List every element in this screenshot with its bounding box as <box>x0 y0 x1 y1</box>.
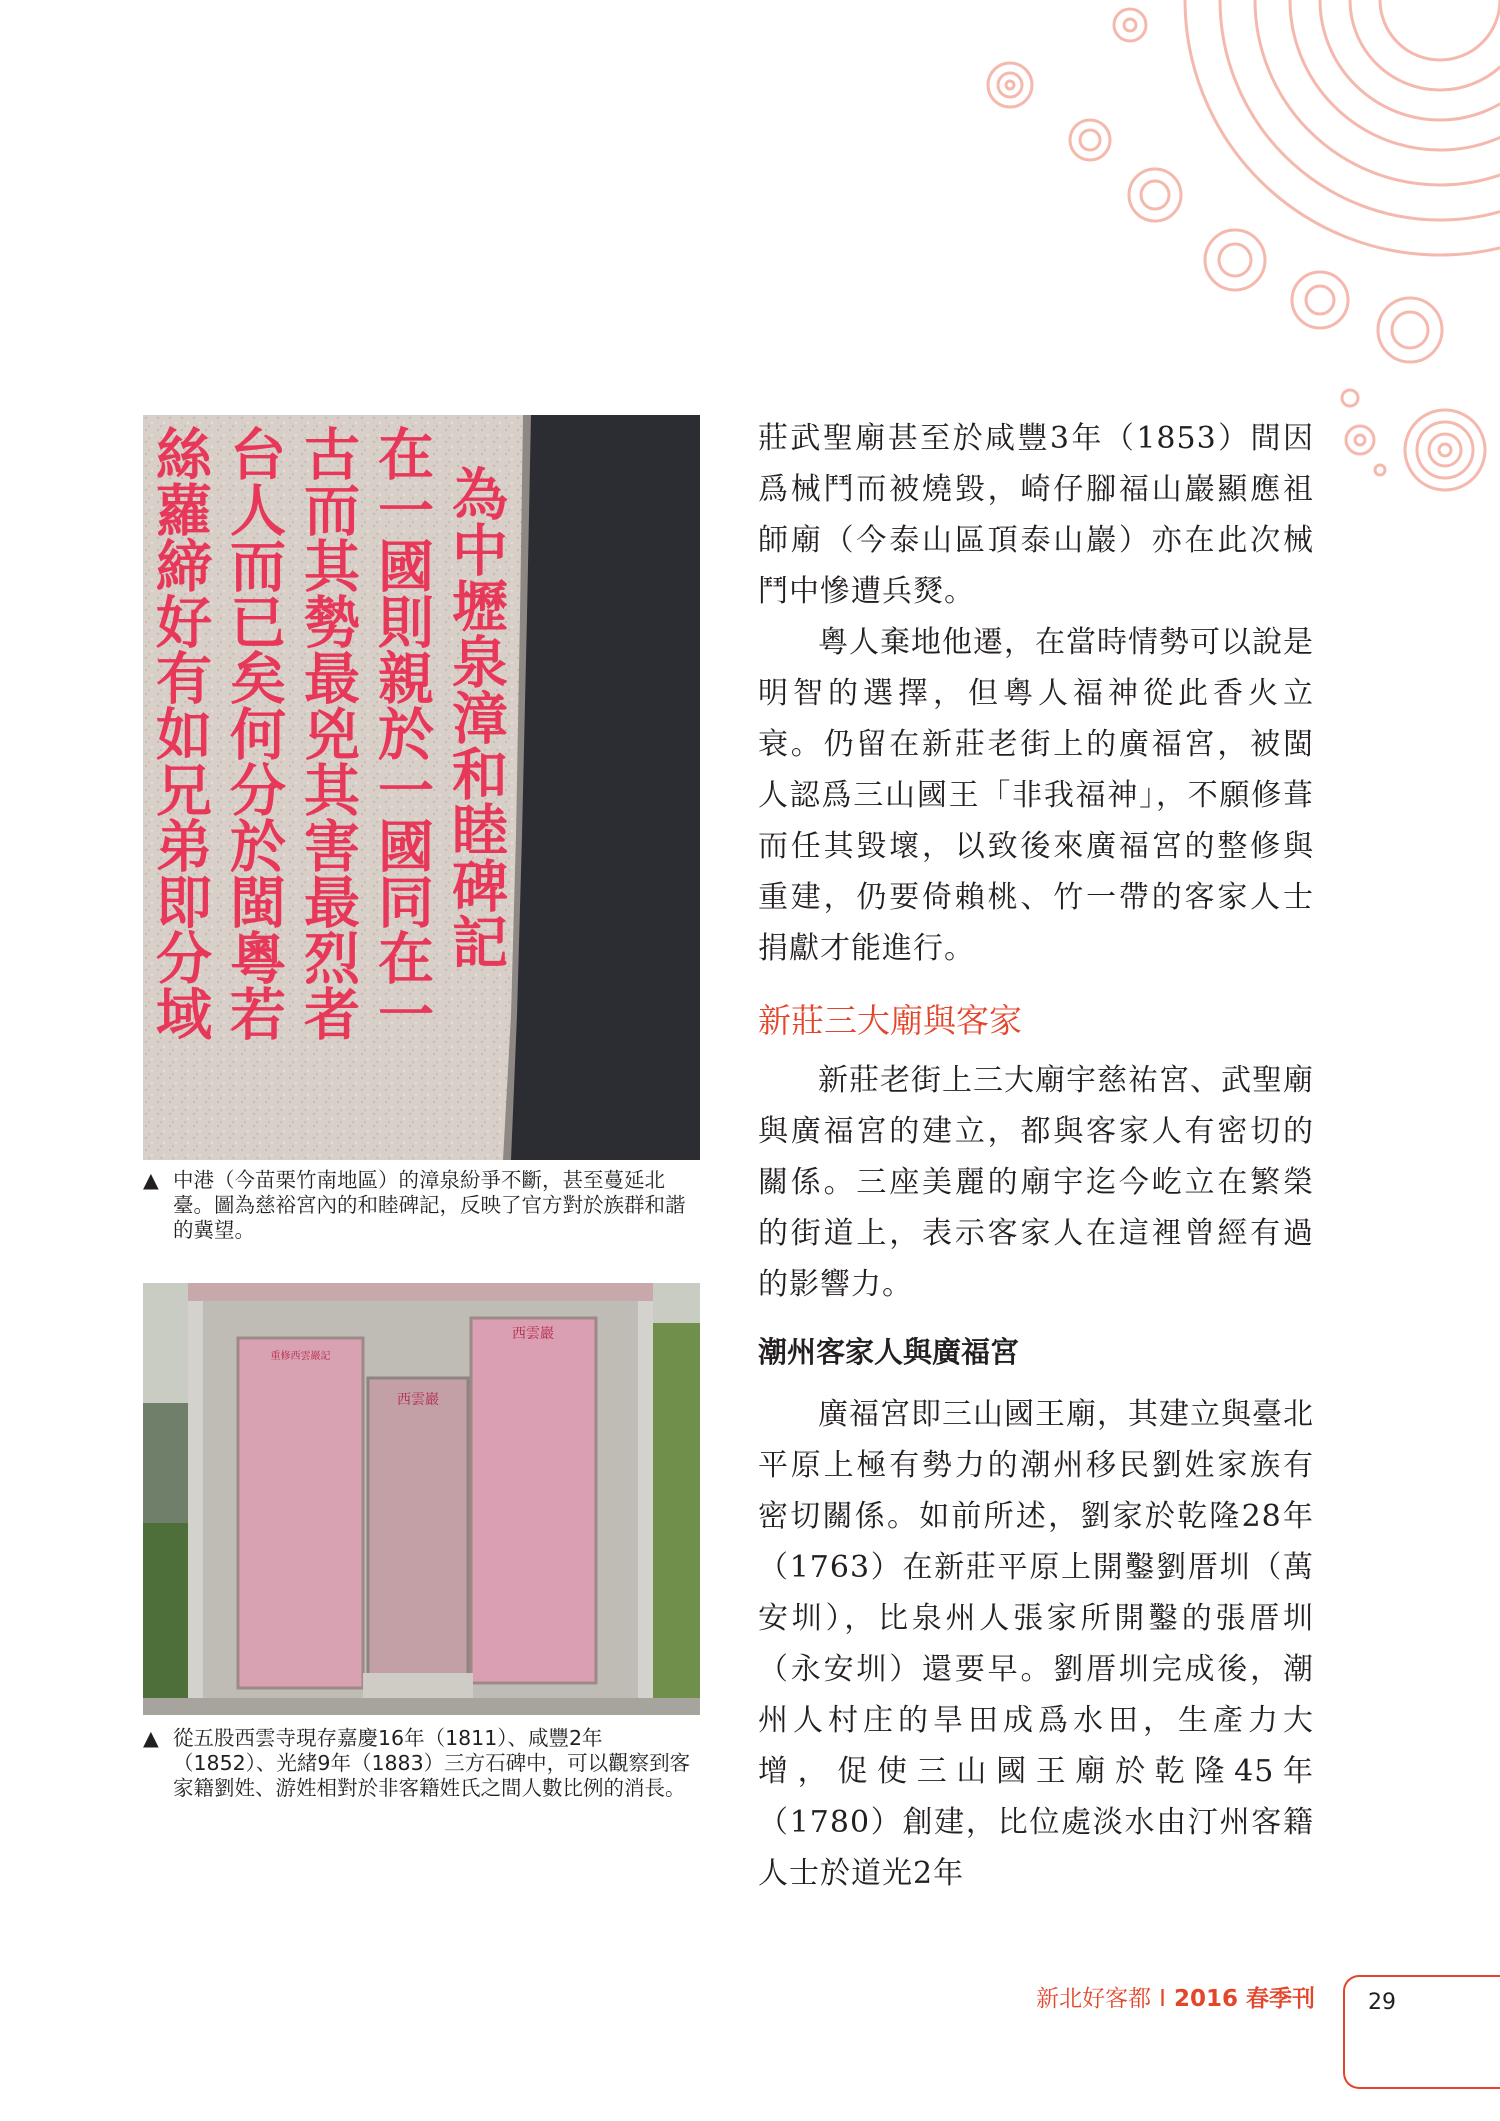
caption-marker-icon: ▲ <box>143 1168 159 1192</box>
section-heading-three-temples: 新莊三大廟與客家 <box>758 1001 1022 1040</box>
caption-marker-icon: ▲ <box>143 1726 159 1750</box>
left-stele-title: 重修西雲巖記 <box>270 1351 331 1362</box>
footer-publication-info <box>1036 1980 1315 2013</box>
section-heading-guangfu-temple: 潮州客家人與廣福宮 <box>758 1335 1020 1369</box>
issue-label: 2016 春季刊 <box>1173 1986 1315 2012</box>
publication-name: 新北好客都 <box>1036 1986 1152 2012</box>
article-paragraph-2: 粵人棄地他遷，在當時情勢可以說是明智的選擇，但粵人福神從此香火立衰。仍留在新莊老街上的廣福宮，被閩人認爲三山國王「非我福神」，不願修葺而任其毀壞，以致後來廣福宮的整修與重建，仍要倚賴桃、竹一帶的客家人士捐獻才能進行。 <box>758 625 1314 966</box>
article-paragraph-3: 新莊老街上三大廟宇慈祐宮、武聖廟與廣福宮的建立，都與客家人有密切的關係。三座美麗的廟宇迄今屹立在繁榮的街道上，表示客家人在這裡曾經有過的影響力。 <box>758 1063 1314 1302</box>
inscription-column-3: 古而其勢最兇其害最烈者 <box>295 425 361 1041</box>
article-paragraph-1: 莊武聖廟甚至於咸豐3年（1853）間因爲械鬥而被燒毀，崎仔腳福山巖顯應祖師廟（今泰山區頂泰山巖）亦在此次械鬥中慘遭兵燹。 <box>758 421 1314 609</box>
footer-separator: I <box>1159 1986 1166 2012</box>
stele-inscription-photo <box>143 415 700 1160</box>
three-steles-image <box>143 1283 700 1715</box>
photo-caption-2 <box>143 1726 703 1801</box>
inscription-column-1: 為中壢泉漳和睦碑記 <box>443 465 509 969</box>
caption-2-text: 從五股西雲寺現存嘉慶16年（1811）、咸豐2年（1852）、光緒9年（1883）三方石碑中，可以觀察到客家籍劉姓、游姓相對於非客籍姓氏之間人數比例的消長。 <box>173 1726 691 1800</box>
three-steles-photo <box>143 1283 700 1715</box>
inscription-column-5: 絲蘿締好有如兄弟即分域 <box>147 425 213 1041</box>
article-paragraph-4: 廣福宮即三山國王廟，其建立與臺北平原上極有勢力的潮州移民劉姓家族有密切關係。如前所述，劉家於乾隆28年（1763）在新莊平原上開鑿劉厝圳（萬安圳），比泉州人張家所開鑿的張厝圳（永安圳）還要早。劉厝圳完成後，潮州人村庄的旱田成爲水田，生產力大增，促使三山國王廟於乾隆45年（1780）創建，比位處淡水由汀州客籍人士於道光2年 <box>758 1397 1314 1891</box>
right-stele-title: 西雲巖 <box>512 1326 554 1342</box>
center-stele-title: 西雲巖 <box>397 1392 439 1408</box>
page-number: 29 <box>1368 1990 1396 2015</box>
caption-1-text: 中港（今苗栗竹南地區）的漳泉紛爭不斷，甚至蔓延北臺。圖為慈裕宮內的和睦碑記，反映了官方對於族群和諧的冀望。 <box>173 1168 686 1242</box>
inscription-column-4: 台人而已矣何分於閩粵若 <box>221 425 287 1041</box>
page-number-frame <box>1343 1975 1500 2089</box>
photo-caption-1 <box>143 1168 703 1243</box>
inscription-column-2: 在一國則親於一國同在一 <box>369 425 435 1041</box>
